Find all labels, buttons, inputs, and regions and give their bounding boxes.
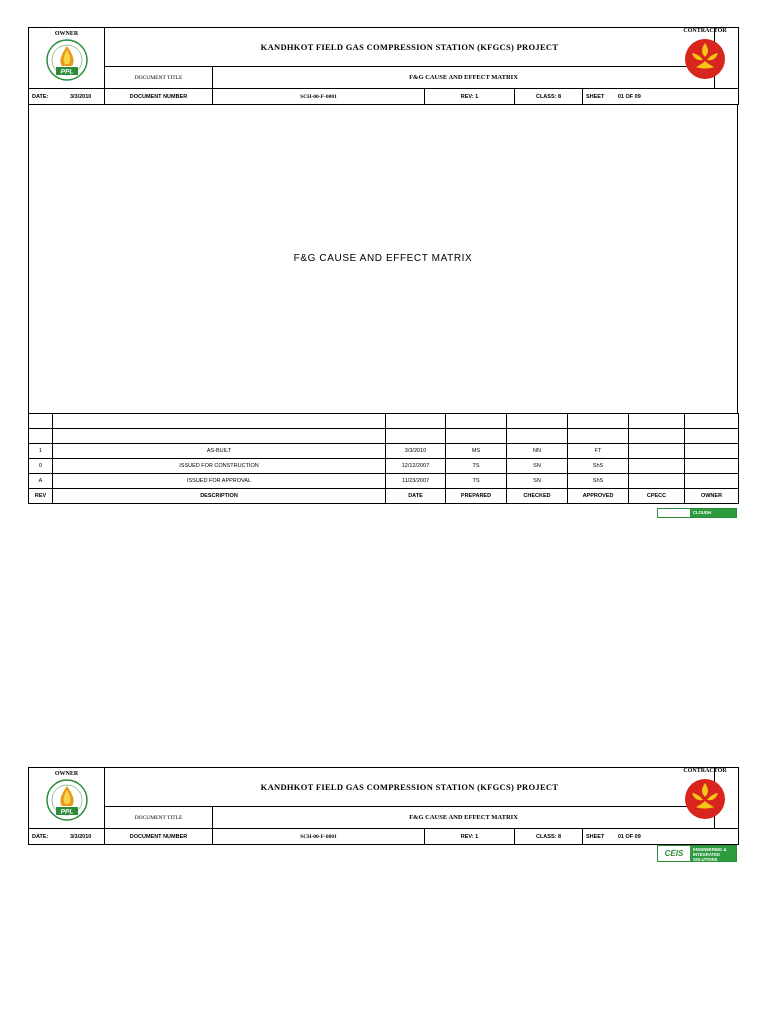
ceis-logo-icon xyxy=(658,509,690,517)
prepared-cell: TS xyxy=(446,474,507,489)
cpecc-cell xyxy=(629,474,685,489)
sheet-field xyxy=(583,89,739,105)
owner-cell xyxy=(685,444,739,459)
date-cell: 3/3/2010 xyxy=(386,444,446,459)
document-number-label: DOCUMENT NUMBER xyxy=(105,829,213,845)
checked-cell: SN xyxy=(507,459,568,474)
contractor-logo-area xyxy=(672,27,738,88)
owner-cell xyxy=(685,459,739,474)
rev-cell: 0 xyxy=(29,459,53,474)
rev-cell: 1 xyxy=(29,444,53,459)
svg-text:PPL: PPL xyxy=(60,808,73,815)
checked-header: CHECKED xyxy=(507,489,568,504)
contractor-label: CONTRACTOR xyxy=(683,28,727,34)
ceis-badge-page-2 xyxy=(657,845,737,862)
sheet-page-2 xyxy=(28,767,738,845)
approved-cell: FT xyxy=(568,444,629,459)
date-cell xyxy=(29,829,105,845)
document-number-label: DOCUMENT NUMBER xyxy=(105,89,213,105)
class-field: CLASS: 8 xyxy=(515,89,583,105)
date-header: DATE xyxy=(386,489,446,504)
prepared-header: PREPARED xyxy=(446,489,507,504)
rev-header: REV xyxy=(29,489,53,504)
document-body xyxy=(28,105,738,413)
owner-header: OWNER xyxy=(685,489,739,504)
checked-cell: NN xyxy=(507,444,568,459)
ceis-logo: CEIS xyxy=(664,849,684,858)
approved-cell: ShS xyxy=(568,474,629,489)
cpecc-cell xyxy=(629,444,685,459)
description-header: DESCRIPTION xyxy=(53,489,386,504)
description-cell: ISSUED FOR CONSTRUCTION xyxy=(53,459,386,474)
date-cell: 12/12/2007 xyxy=(386,459,446,474)
title-block xyxy=(28,27,739,105)
contractor-logo-icon xyxy=(682,775,728,821)
owner-cell xyxy=(29,768,105,829)
class-field: CLASS: 8 xyxy=(515,829,583,845)
project-title: KANDHKOT FIELD GAS COMPRESSION STATION (KFGCS) PROJECT xyxy=(105,768,715,807)
title-block xyxy=(28,767,739,845)
ceis-badge-text: CLOUGH xyxy=(690,509,736,517)
rev-field: REV: 1 xyxy=(425,829,515,845)
document-title-label: DOCUMENT TITLE xyxy=(105,67,213,89)
svg-text:PPL: PPL xyxy=(60,68,73,75)
owner-logo-icon xyxy=(42,38,92,82)
cpecc-cell xyxy=(629,459,685,474)
date-value: 3/3/2010 xyxy=(69,93,92,100)
document-title-label: DOCUMENT TITLE xyxy=(105,807,213,829)
prepared-cell: TS xyxy=(446,459,507,474)
date-value: 3/3/2010 xyxy=(69,833,92,840)
approved-cell: ShS xyxy=(568,459,629,474)
document-title-value: F&G CAUSE AND EFFECT MATRIX xyxy=(213,67,715,89)
revision-header-row xyxy=(29,489,739,504)
main-title: F&G CAUSE AND EFFECT MATRIX xyxy=(293,253,473,264)
sheet-page-1 xyxy=(28,27,738,504)
owner-cell xyxy=(685,474,739,489)
contractor-logo-area xyxy=(672,767,738,828)
revision-row xyxy=(29,474,739,489)
sheet-value: 01 OF 09 xyxy=(617,833,641,840)
revision-table xyxy=(28,413,739,504)
contractor-label: CONTRACTOR xyxy=(683,768,727,774)
date-cell: 11/23/2007 xyxy=(386,474,446,489)
approved-header: APPROVED xyxy=(568,489,629,504)
contractor-logo-icon xyxy=(682,35,728,81)
revision-row xyxy=(29,459,739,474)
ceis-badge-page-1 xyxy=(657,508,737,518)
description-cell: AS-BUILT xyxy=(53,444,386,459)
owner-label: OWNER xyxy=(54,770,79,777)
revision-blank-row xyxy=(29,429,739,444)
rev-field: REV: 1 xyxy=(425,89,515,105)
description-cell: ISSUED FOR APPROVAL xyxy=(53,474,386,489)
owner-cell xyxy=(29,28,105,89)
sheet-field xyxy=(583,829,739,845)
owner-logo-icon xyxy=(42,778,92,822)
date-label: DATE: xyxy=(32,833,49,840)
revision-row xyxy=(29,444,739,459)
revision-blank-row xyxy=(29,414,739,429)
project-title: KANDHKOT FIELD GAS COMPRESSION STATION (KFGCS) PROJECT xyxy=(105,28,715,67)
prepared-cell: MS xyxy=(446,444,507,459)
cpecc-header: CPECC xyxy=(629,489,685,504)
document-number-value: SCH-00-F-0001 xyxy=(213,89,425,105)
sheet-label: SHEET xyxy=(586,93,605,100)
sheet-label: SHEET xyxy=(586,833,605,840)
document-number-value: SCH-00-F-0001 xyxy=(213,829,425,845)
sheet-value: 01 OF 09 xyxy=(617,93,641,100)
checked-cell: SN xyxy=(507,474,568,489)
ceis-badge-text: ENGINEERING & INTEGRATED SOLUTIONS xyxy=(690,846,736,861)
document-title-value: F&G CAUSE AND EFFECT MATRIX xyxy=(213,807,715,829)
date-cell xyxy=(29,89,105,105)
owner-label: OWNER xyxy=(54,30,79,37)
rev-cell: A xyxy=(29,474,53,489)
date-label: DATE: xyxy=(32,93,49,100)
